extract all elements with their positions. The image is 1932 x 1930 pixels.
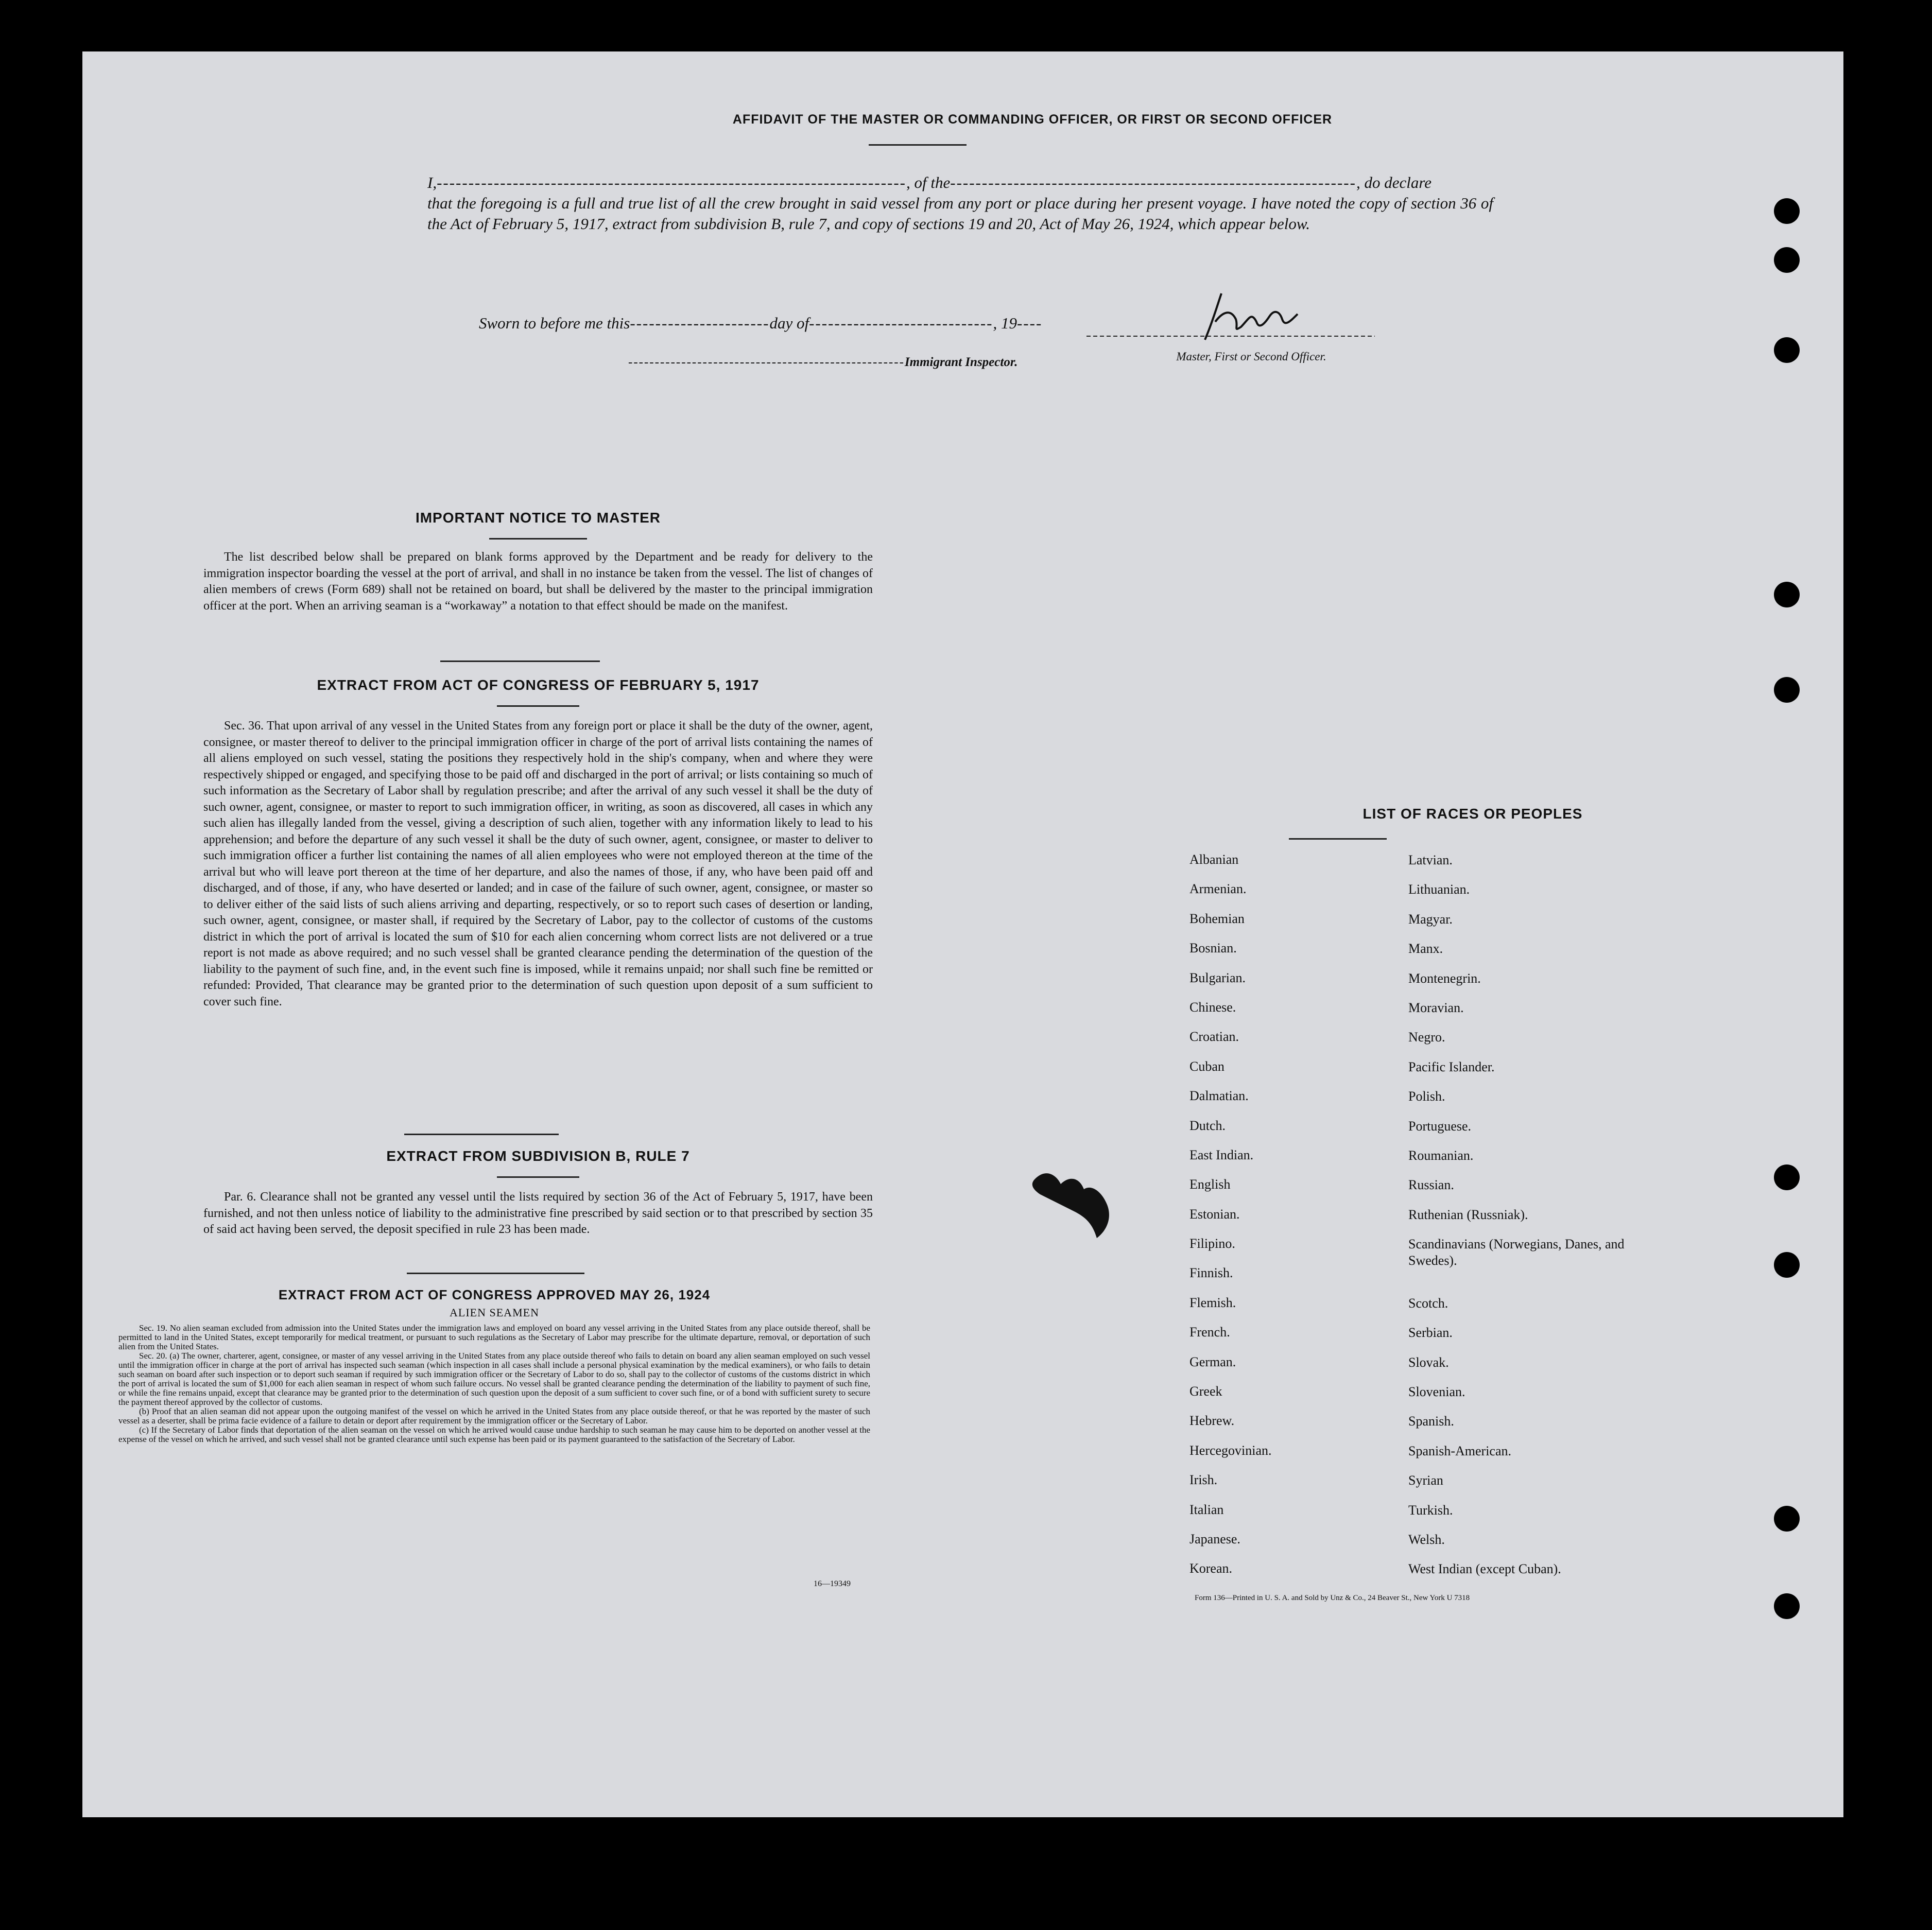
sec20b-text: (b) Proof that an alien seaman did not appear upon the outgoing manifest of the vessel on which he arrived in the United States from any place outside thereof, or that he was reported by the master of such vessel as a deserter, shall be prima facie evidence of a failure to detain or deport after requirement by the immigration officer or the Secretary of Labor. xyxy=(118,1406,870,1425)
blank-line: ---------------------------------------------------------------- xyxy=(950,173,1356,192)
race-name: Italian xyxy=(1189,1502,1224,1517)
race-row xyxy=(1189,1088,1704,1118)
document-sheet xyxy=(82,51,1843,1817)
races-heading: LIST OF RACES OR PEOPLES xyxy=(1362,806,1583,822)
race-row xyxy=(1189,1295,1704,1325)
race-name: East Indian. xyxy=(1189,1147,1254,1162)
race-name: Flemish. xyxy=(1189,1295,1236,1310)
sec19-text: Sec. 19. No alien seaman excluded from admission into the United States under the immigration laws and employed on board any vessel arriving in the United States from any place outside thereof, shall be permitted to land in the United States, except temporarily for medical treatment, or pursuant to such regulations as the Secretary of Labor may prescribe for the ultimate departure, removal, or deportation of such alien from the United States. xyxy=(118,1323,870,1351)
race-name: West Indian (except Cuban). xyxy=(1408,1561,1561,1577)
affidavit-line1-a: I, xyxy=(427,173,437,192)
rule7-section xyxy=(203,1148,873,1238)
punch-hole xyxy=(1774,1506,1800,1532)
sec20c-text: (c) If the Secretary of Labor finds that deportation of the alien seaman on the vessel on which he arrived would cause undue hardship to such seaman he may cause him to be deported on another vessel at the expense of the vessel on which he arrived, and such vessel shall not be granted clearance until such expense has been paid or its payment guaranteed to the satisfaction of the Secretary of Labor. xyxy=(118,1425,870,1444)
form-footer: Form 136—Printed in U. S. A. and Sold by Unz & Co., 24 Beaver St., New York U 7318 xyxy=(1195,1594,1470,1602)
signature-mark xyxy=(1086,291,1416,347)
race-name: Syrian xyxy=(1408,1473,1443,1488)
race-name: Bosnian. xyxy=(1189,941,1237,956)
sworn-line xyxy=(479,314,1042,333)
blank-line: -------------------------------------------------------------------------- xyxy=(437,173,906,192)
affidavit-heading: AFFIDAVIT OF THE MASTER OR COMMANDING OFFICER, OR FIRST OR SECOND OFFICER xyxy=(732,112,1333,127)
punch-hole xyxy=(1774,1252,1800,1278)
race-name: Ruthenian (Russniak). xyxy=(1408,1207,1528,1222)
race-name: Dalmatian. xyxy=(1189,1088,1249,1104)
races-list xyxy=(1189,852,1704,1591)
race-name: Welsh. xyxy=(1408,1532,1445,1547)
race-row xyxy=(1189,1059,1704,1088)
extract-1917-text: Sec. 36. That upon arrival of any vessel in the United States from any foreign port or place it shall be the duty of the owner, agent, consignee, or master thereof to deliver to the principal immigration officer in charge of the port of arrival lists containing the names of all aliens employed on such vessel, stating the positions they respectively hold in the ship's company, when and where they were respectively shipped or engaged, and specifying those to be paid off and discharged in the port of arrival; or lists containing so much of such information as the Secretary of Labor shall by regulation prescribe; and after the arrival of any such vessel it shall be the duty of such owner, agent, consignee, or master to report to such immigration officer, in writing, as soon as discovered, all cases in which any such alien has illegally landed from the vessel, giving a description of such alien, together with any information likely to lead to his apprehension; and before the departure of any such vessel it shall be the duty of such owner, agent, consignee, or master to deliver to such immigration officer a further list containing the names of all alien employees who were not employed thereon at the time of the arrival but who will leave port thereon at the time of her departure, and also the names of those, if any, who have been paid off and discharged, and of those, if any, who have deserted or landed; and in case of the failure of such owner, agent, consignee, or master so to deliver either of the said lists of such aliens arriving and departing, respectively, or so to report such cases of desertion or landing, such owner, agent, consignee, or master shall, if required by the Secretary of Labor, pay to the collector of customs of the customs district in which the port of arrival is located the sum of $10 for each alien concerning whom correct lists are not delivered or a true report is not made as above required; and no such vessel shall be granted clearance pending the determination of the question of the liability to the payment of such fine, and, in the event such fine is imposed, while it remains unpaid; nor shall such fine be remitted or refunded: Provided, That clearance may be granted prior to the determination of such question upon deposit of a sum sufficient to cover such fine. xyxy=(203,719,873,1009)
extract-1924-section xyxy=(118,1287,870,1444)
race-row xyxy=(1189,852,1704,881)
punch-hole xyxy=(1774,1164,1800,1190)
race-name: Bohemian xyxy=(1189,911,1245,926)
divider xyxy=(489,538,587,540)
race-row xyxy=(1189,970,1704,1000)
race-name: Latvian. xyxy=(1408,853,1453,867)
notice-text: The list described below shall be prepared on blank forms approved by the Department and be ready for delivery to the immigration inspector boarding the vessel at the port of arrival, and shall in no instance be taken from the vessel. The list of changes of alien members of crews (Form 689) shall not be retained on board, but shall be delivered by the master to the principal immigration officer at the port. When an arriving seaman is a “workaway” a notation to that effect should be made on the manifest. xyxy=(203,550,873,613)
notice-heading: IMPORTANT NOTICE TO MASTER xyxy=(415,510,661,526)
race-name: Hercegovinian. xyxy=(1189,1442,1272,1458)
divider xyxy=(404,1134,559,1135)
notice-section xyxy=(203,510,873,614)
race-name: Slovak. xyxy=(1408,1354,1449,1370)
race-row xyxy=(1189,1384,1704,1413)
ink-blot xyxy=(1030,1169,1123,1251)
blank-line: ----------------------------- xyxy=(809,314,993,332)
divider xyxy=(1289,838,1387,840)
race-row xyxy=(1189,1236,1704,1268)
blank-line: ---------------------- xyxy=(630,314,770,332)
alien-seamen-subheading: ALIEN SEAMEN xyxy=(450,1306,539,1319)
race-row xyxy=(1189,1325,1704,1354)
race-row xyxy=(1189,941,1704,970)
extract-1924-body xyxy=(118,1324,870,1444)
race-name: Greek xyxy=(1189,1384,1222,1399)
race-row xyxy=(1189,1147,1704,1177)
race-name: Croatian. xyxy=(1189,1029,1239,1045)
race-name: Magyar. xyxy=(1408,911,1453,927)
race-row xyxy=(1189,1177,1704,1206)
race-name: Slovenian. xyxy=(1408,1384,1465,1400)
punch-hole xyxy=(1774,198,1800,224)
divider xyxy=(497,1176,579,1178)
signature-caption: Master, First or Second Officer. xyxy=(1176,350,1326,363)
race-name: Dutch. xyxy=(1189,1118,1226,1133)
race-name: Korean. xyxy=(1189,1561,1233,1576)
punch-hole xyxy=(1774,677,1800,703)
race-name: Scandinavians (Norwegians, Danes, and Swedes). xyxy=(1408,1237,1625,1268)
punch-hole xyxy=(1774,247,1800,273)
race-name: Portuguese. xyxy=(1408,1118,1472,1134)
race-row xyxy=(1189,1561,1704,1590)
race-name: Manx. xyxy=(1408,941,1443,957)
race-row xyxy=(1189,1472,1704,1502)
race-name: Russian. xyxy=(1408,1177,1454,1193)
race-name: Japanese. xyxy=(1189,1531,1240,1546)
race-name: Bulgarian. xyxy=(1189,970,1246,985)
extract-1917-section xyxy=(203,677,873,1010)
race-name: English xyxy=(1189,1177,1231,1192)
blank-line: ---------------------------------------------------- xyxy=(628,355,905,369)
affidavit-text xyxy=(427,172,1493,234)
race-name: Turkish. xyxy=(1408,1502,1453,1518)
race-name: Estonian. xyxy=(1189,1206,1240,1222)
sworn-a: Sworn to before me this xyxy=(479,314,630,332)
race-row xyxy=(1189,1502,1704,1532)
sec20a-text: Sec. 20. (a) The owner, charterer, agent, consignee, or master of any vessel arriving in the United States from any place outside thereof who fails to detain on board any alien seaman employed on such vessel until the immigration officer in charge at the port of arrival has inspected such seaman (which inspection in all cases shall include a personal physical examination by the medical examiners), or who fails to detain such seaman on board after such inspection or to deport such seaman if required by such immigration officer or the Secretary of Labor to do so, shall pay to the collector of customs of the customs district in which the port of arrival is located the sum of $1,000 for each alien seaman in respect of whom such failure occurs. No vessel shall be granted clearance pending the determination of the liability to payment of such fine, or while the fine remains unpaid, except that clearance may be granted prior to the determination of such question upon the deposit of a sum sufficient to cover such fine, or of a bond with sufficient surety to secure the payment thereof approved by the collector of customs. xyxy=(118,1351,870,1407)
race-name: Chinese. xyxy=(1189,999,1236,1015)
race-row xyxy=(1189,1443,1704,1472)
race-name: Montenegrin. xyxy=(1408,970,1481,986)
race-row xyxy=(1189,1207,1704,1236)
race-row xyxy=(1189,1029,1704,1058)
affidavit-line1-c: , do declare xyxy=(1356,173,1431,192)
race-name: Hebrew. xyxy=(1189,1413,1235,1429)
race-name: Pacific Islander. xyxy=(1408,1059,1495,1074)
race-row xyxy=(1189,1532,1704,1561)
race-name: Scotch. xyxy=(1408,1295,1448,1311)
sworn-c: , 19 xyxy=(993,314,1017,332)
inspector-line xyxy=(628,355,1017,370)
race-name: Filipino. xyxy=(1189,1236,1235,1251)
form-number: 16—19349 xyxy=(814,1579,851,1588)
race-name: German. xyxy=(1189,1354,1236,1369)
race-name: Polish. xyxy=(1408,1089,1445,1104)
divider xyxy=(407,1273,584,1274)
race-name: Moravian. xyxy=(1408,1000,1464,1015)
divider xyxy=(497,705,579,707)
rule7-text: Par. 6. Clearance shall not be granted any vessel until the lists required by section 36 of the Act of February 5, 1917, have been furnished, and not then unless notice of liability to the administrative fine prescribed by said section or to that prescribed by section 35 of said act having been served, the deposit specified in rule 23 has been made. xyxy=(203,1190,873,1236)
race-name: Lithuanian. xyxy=(1408,882,1470,897)
race-name: Albanian xyxy=(1189,852,1239,867)
affidavit-line1-b: , of the xyxy=(906,173,951,192)
race-name: Spanish. xyxy=(1408,1414,1454,1429)
sworn-b: day of xyxy=(769,314,809,332)
extract-1917-heading: EXTRACT FROM ACT OF CONGRESS OF FEBRUARY 5, 1917 xyxy=(317,677,760,693)
race-name: Armenian. xyxy=(1189,881,1247,897)
race-row xyxy=(1189,1000,1704,1029)
race-row xyxy=(1189,1265,1704,1295)
blank-line: ---- xyxy=(1016,314,1043,332)
race-name: Finnish. xyxy=(1189,1265,1233,1281)
race-name: Negro. xyxy=(1408,1030,1445,1045)
affidavit-body: that the foregoing is a full and true list of all the crew brought in said vessel from any port or place during her present voyage. I have noted the copy of section 36 of the Act of February 5, 1917, extract from subdivision B, rule 7, and copy of sections 19 and 20, Act of May 26, 1924, which appear below. xyxy=(427,194,1493,233)
inspector-label: Immigrant Inspector. xyxy=(904,355,1018,369)
divider xyxy=(440,660,600,662)
signature-block xyxy=(1086,291,1416,363)
race-row xyxy=(1189,911,1704,941)
affidavit-line1 xyxy=(427,172,1493,193)
extract-1924-heading: EXTRACT FROM ACT OF CONGRESS APPROVED MAY 26, 1924 xyxy=(278,1287,711,1302)
race-row xyxy=(1189,1118,1704,1147)
race-name: Serbian. xyxy=(1408,1325,1453,1341)
race-name: Irish. xyxy=(1189,1472,1218,1488)
race-name: Roumanian. xyxy=(1408,1147,1474,1163)
race-name: Cuban xyxy=(1189,1058,1224,1074)
punch-hole xyxy=(1774,337,1800,363)
race-row xyxy=(1189,1354,1704,1384)
race-name: French. xyxy=(1189,1325,1230,1340)
punch-hole xyxy=(1774,1593,1800,1619)
divider xyxy=(869,144,967,146)
punch-hole xyxy=(1774,582,1800,607)
rule7-heading: EXTRACT FROM SUBDIVISION B, RULE 7 xyxy=(386,1148,690,1164)
race-row xyxy=(1189,1413,1704,1442)
race-row xyxy=(1189,881,1704,911)
race-name: Spanish-American. xyxy=(1408,1443,1512,1458)
